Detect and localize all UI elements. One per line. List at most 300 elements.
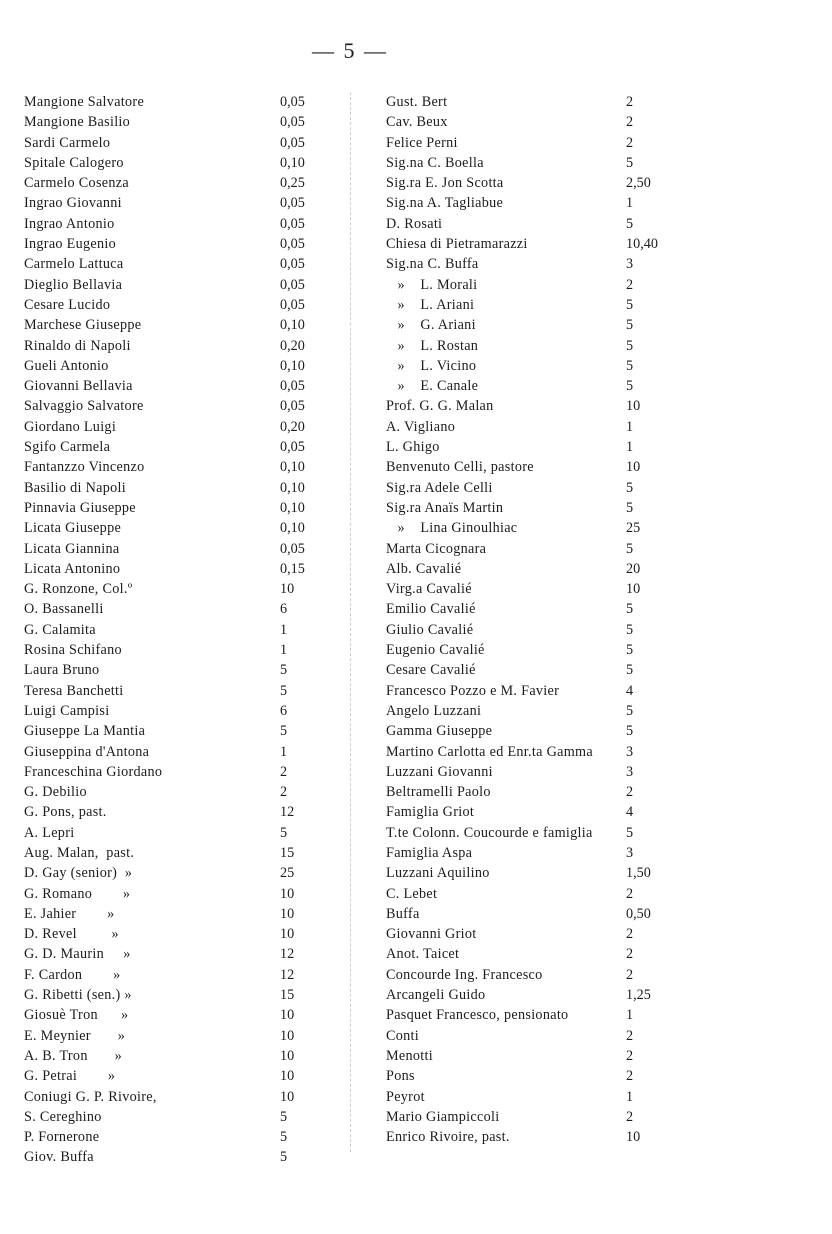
donor-name: Carmelo Lattuca — [24, 256, 124, 273]
donation-amount: 2,50 — [626, 175, 651, 192]
donation-amount: 5 — [626, 357, 634, 374]
donation-amount: 5 — [626, 702, 634, 719]
donor-name: Luzzani Aquilino — [386, 865, 490, 882]
donation-amount: 5 — [626, 723, 634, 740]
donation-amount: 1,25 — [626, 987, 651, 1004]
donor-row — [24, 1026, 324, 1046]
donor-row — [386, 599, 696, 619]
donor-row — [24, 782, 324, 802]
donor-name: Rinaldo di Napoli — [24, 337, 131, 354]
donor-row — [24, 965, 324, 985]
donation-amount: 0,05 — [280, 236, 305, 253]
donor-row — [24, 193, 324, 213]
donor-name: Marchese Giuseppe — [24, 317, 142, 334]
donation-amount: 2 — [626, 966, 634, 983]
donor-row — [24, 904, 324, 924]
donor-name: Teresa Banchetti — [24, 682, 124, 699]
donor-row — [386, 823, 696, 843]
donation-amount: 5 — [626, 601, 634, 618]
donor-name: Laura Bruno — [24, 662, 100, 679]
donor-name: T.te Colonn. Coucourde e famiglia — [386, 824, 593, 841]
donor-name: E. Meynier » — [24, 1027, 126, 1044]
donor-row — [386, 944, 696, 964]
donor-row — [386, 802, 696, 822]
donor-name: » G. Ariani — [386, 317, 476, 334]
donor-name: Giosuè Tron » — [24, 1007, 129, 1024]
donor-row — [386, 234, 696, 254]
donor-row — [386, 336, 696, 356]
donor-name: D. Gay (senior) » — [24, 865, 133, 882]
donor-name: Sig.ra E. Jon Scotta — [386, 175, 504, 192]
donor-row — [24, 701, 324, 721]
donor-row — [24, 173, 324, 193]
donation-amount: 0,10 — [280, 317, 305, 334]
donor-name: Famiglia Griot — [386, 804, 475, 821]
donor-row — [24, 944, 324, 964]
donor-row — [386, 193, 696, 213]
donation-amount: 10 — [280, 1007, 295, 1024]
donor-row — [386, 1087, 696, 1107]
donor-row — [24, 214, 324, 234]
donor-row — [386, 884, 696, 904]
donor-row — [386, 579, 696, 599]
donation-amount: 5 — [280, 1108, 288, 1125]
donation-amount: 5 — [626, 317, 634, 334]
donor-name: Pasquet Francesco, pensionato — [386, 1007, 569, 1024]
donor-name: Peyrot — [386, 1088, 425, 1105]
donor-name: Famiglia Aspa — [386, 844, 473, 861]
donor-row — [24, 1107, 324, 1127]
donor-name: Giov. Buffa — [24, 1149, 94, 1166]
donor-name: Arcangeli Guido — [386, 987, 486, 1004]
donation-amount: 5 — [626, 662, 634, 679]
donor-name: Salvaggio Salvatore — [24, 398, 144, 415]
donor-name: O. Bassanelli — [24, 601, 104, 618]
donor-name: » L. Rostan — [386, 337, 479, 354]
donor-row — [386, 721, 696, 741]
donation-amount: 1 — [280, 621, 288, 638]
donation-amount: 0,05 — [280, 540, 305, 557]
donor-name: Felice Perni — [386, 134, 458, 151]
donation-amount: 0,10 — [280, 459, 305, 476]
donation-amount: 0,20 — [280, 337, 305, 354]
donor-row — [24, 1147, 324, 1167]
donor-row — [24, 1127, 324, 1147]
donation-amount: 10 — [280, 905, 295, 922]
donor-row — [386, 924, 696, 944]
donor-name: Enrico Rivoire, past. — [386, 1129, 510, 1146]
donor-row — [386, 437, 696, 457]
donor-row — [24, 92, 324, 112]
donor-row — [24, 681, 324, 701]
donor-row — [24, 884, 324, 904]
donation-amount: 0,50 — [626, 905, 651, 922]
donor-row — [24, 863, 324, 883]
donor-name: Sig.na C. Buffa — [386, 256, 479, 273]
donor-name: » L. Ariani — [386, 296, 475, 313]
donor-name: » Lina Ginoulhiac — [386, 520, 518, 537]
donor-row — [386, 112, 696, 132]
donor-name: Basilio di Napoli — [24, 479, 127, 496]
donor-name: Francesco Pozzo e M. Favier — [386, 682, 560, 699]
donation-amount: 15 — [280, 987, 295, 1004]
donation-amount: 6 — [280, 702, 288, 719]
donor-name: Ingrao Eugenio — [24, 236, 117, 253]
donor-name: Giordano Luigi — [24, 418, 117, 435]
donor-row — [24, 843, 324, 863]
donor-list-right — [386, 92, 696, 1147]
donation-amount: 25 — [280, 865, 295, 882]
donation-amount: 5 — [626, 215, 634, 232]
donation-amount: 0,10 — [280, 154, 305, 171]
donation-amount: 2 — [280, 784, 288, 801]
donation-amount: 5 — [626, 378, 634, 395]
donor-name: Beltramelli Paolo — [386, 784, 491, 801]
donor-name: Sardi Carmelo — [24, 134, 111, 151]
donation-amount: 2 — [626, 1027, 634, 1044]
donation-amount: 5 — [280, 682, 288, 699]
donor-row — [386, 153, 696, 173]
donor-row — [24, 457, 324, 477]
donor-name: Coniugi G. P. Rivoire, — [24, 1088, 157, 1105]
donor-name: Spitale Calogero — [24, 154, 124, 171]
donor-name: Mario Giampiccoli — [386, 1108, 500, 1125]
donor-name: Martino Carlotta ed Enr.ta Gamma — [386, 743, 593, 760]
donor-name: Menotti — [386, 1047, 434, 1064]
donation-amount: 10 — [626, 459, 641, 476]
donor-name: Concourde Ing. Francesco — [386, 966, 543, 983]
donor-name: Giuseppe La Mantia — [24, 723, 146, 740]
donation-amount: 0,05 — [280, 398, 305, 415]
donor-name: A. B. Tron » — [24, 1047, 123, 1064]
donor-name: Giulio Cavalié — [386, 621, 474, 638]
donation-amount: 1 — [626, 418, 634, 435]
donor-name: Luigi Campisi — [24, 702, 110, 719]
donor-row — [24, 1066, 324, 1086]
donor-name: A. Vigliano — [386, 418, 456, 435]
donation-amount: 4 — [626, 682, 634, 699]
donation-amount: 12 — [280, 946, 295, 963]
donor-row — [386, 660, 696, 680]
donation-amount: 1 — [280, 743, 288, 760]
donor-name: Carmelo Cosenza — [24, 175, 129, 192]
donor-name: Angelo Luzzani — [386, 702, 482, 719]
donation-amount: 10 — [280, 926, 295, 943]
donation-amount: 5 — [626, 479, 634, 496]
donor-name: G. Ronzone, Col.º — [24, 581, 133, 598]
donation-amount: 1 — [626, 439, 634, 456]
donor-row — [24, 112, 324, 132]
donation-amount: 2 — [626, 885, 634, 902]
donor-name: Giovanni Bellavia — [24, 378, 133, 395]
donor-row — [24, 1005, 324, 1025]
donor-row — [24, 315, 324, 335]
donor-name: Sig.na A. Tagliabue — [386, 195, 504, 212]
donation-amount: 0,05 — [280, 134, 305, 151]
donor-name: Prof. G. G. Malan — [386, 398, 494, 415]
donor-row — [24, 498, 324, 518]
donor-name: Gamma Giuseppe — [386, 723, 493, 740]
donor-name: C. Lebet — [386, 885, 438, 902]
donation-amount: 12 — [280, 966, 295, 983]
donation-amount: 3 — [626, 844, 634, 861]
donor-row — [24, 417, 324, 437]
donor-name: A. Lepri — [24, 824, 75, 841]
donor-name: G. D. Maurin » — [24, 946, 131, 963]
donation-amount: 0,05 — [280, 114, 305, 131]
donor-row — [386, 681, 696, 701]
donation-amount: 5 — [626, 337, 634, 354]
donor-row — [386, 275, 696, 295]
donor-row — [386, 1026, 696, 1046]
donor-name: G. Ribetti (sen.) » — [24, 987, 132, 1004]
donor-row — [386, 762, 696, 782]
donation-amount: 0,05 — [280, 296, 305, 313]
donation-amount: 10 — [280, 1068, 295, 1085]
donor-name: G. Petrai » — [24, 1068, 116, 1085]
donor-row — [386, 701, 696, 721]
donor-row — [386, 904, 696, 924]
donor-row — [386, 1005, 696, 1025]
donation-amount: 0,05 — [280, 195, 305, 212]
donor-name: » L. Vicino — [386, 357, 477, 374]
donation-amount: 0,05 — [280, 215, 305, 232]
donation-amount: 0,05 — [280, 439, 305, 456]
donation-amount: 10 — [280, 1027, 295, 1044]
donor-row — [386, 295, 696, 315]
donor-row — [386, 965, 696, 985]
donor-name: Gueli Antonio — [24, 357, 109, 374]
donor-list-left — [24, 92, 324, 1168]
donation-amount: 0,15 — [280, 560, 305, 577]
donation-amount: 5 — [626, 824, 634, 841]
donor-name: Virg.a Cavalié — [386, 581, 472, 598]
donation-amount: 2 — [626, 926, 634, 943]
donation-amount: 1,50 — [626, 865, 651, 882]
donation-amount: 5 — [626, 499, 634, 516]
donor-row — [24, 579, 324, 599]
donor-name: D. Revel » — [24, 926, 119, 943]
donor-name: Ingrao Giovanni — [24, 195, 122, 212]
donor-name: Buffa — [386, 905, 420, 922]
donor-row — [386, 985, 696, 1005]
donor-name: G. Romano » — [24, 885, 131, 902]
donor-name: » L. Morali — [386, 276, 478, 293]
donation-amount: 5 — [626, 296, 634, 313]
donation-amount: 5 — [280, 723, 288, 740]
donation-amount: 2 — [626, 946, 634, 963]
donor-name: Sig.ra Anaïs Martin — [386, 499, 504, 516]
donor-name: Conti — [386, 1027, 420, 1044]
donor-name: G. Debilio — [24, 784, 87, 801]
donation-amount: 10 — [626, 581, 641, 598]
donation-amount: 10 — [280, 581, 295, 598]
donor-name: L. Ghigo — [386, 439, 440, 456]
donor-row — [386, 92, 696, 112]
donor-name: Eugenio Cavalié — [386, 642, 485, 659]
donation-amount: 5 — [280, 1129, 288, 1146]
donor-name: Chiesa di Pietramarazzi — [386, 236, 528, 253]
donor-row — [24, 254, 324, 274]
donor-name: F. Cardon » — [24, 966, 121, 983]
donor-row — [24, 295, 324, 315]
donor-row — [386, 1127, 696, 1147]
donation-amount: 5 — [280, 662, 288, 679]
donor-name: P. Fornerone — [24, 1129, 100, 1146]
donor-name: Fantanzzo Vincenzo — [24, 459, 145, 476]
donor-row — [386, 1046, 696, 1066]
donor-row — [386, 640, 696, 660]
donation-amount: 12 — [280, 804, 295, 821]
donor-row — [24, 376, 324, 396]
donation-amount: 0,25 — [280, 175, 305, 192]
donor-name: Licata Antonino — [24, 560, 121, 577]
donation-amount: 2 — [626, 276, 634, 293]
donor-name: » E. Canale — [386, 378, 479, 395]
donor-row — [386, 518, 696, 538]
donor-name: Pons — [386, 1068, 415, 1085]
donor-row — [24, 437, 324, 457]
donor-name: Emilio Cavalié — [386, 601, 476, 618]
donor-name: Cav. Beux — [386, 114, 448, 131]
donor-row — [386, 843, 696, 863]
donor-row — [24, 356, 324, 376]
donation-amount: 0,10 — [280, 357, 305, 374]
donation-amount: 15 — [280, 844, 295, 861]
donor-row — [24, 153, 324, 173]
donor-row — [386, 478, 696, 498]
donor-row — [24, 823, 324, 843]
donor-name: Cesare Lucido — [24, 296, 111, 313]
donation-amount: 5 — [626, 154, 634, 171]
donor-row — [24, 518, 324, 538]
donation-amount: 1 — [626, 1007, 634, 1024]
donation-amount: 0,20 — [280, 418, 305, 435]
donor-row — [24, 721, 324, 741]
donation-amount: 10 — [626, 1129, 641, 1146]
donation-amount: 2 — [626, 94, 634, 110]
donor-name: Anot. Taicet — [386, 946, 460, 963]
donor-row — [24, 275, 324, 295]
donor-row — [24, 985, 324, 1005]
donor-name: Rosina Schifano — [24, 642, 122, 659]
donation-amount: 2 — [626, 784, 634, 801]
donation-amount: 3 — [626, 256, 634, 273]
donor-name: Sig.ra Adele Celli — [386, 479, 493, 496]
donor-row — [386, 539, 696, 559]
donor-row — [386, 457, 696, 477]
donation-amount: 1 — [626, 195, 634, 212]
donor-name: Marta Cicognara — [386, 540, 487, 557]
donation-amount: 6 — [280, 601, 288, 618]
donor-name: Licata Giuseppe — [24, 520, 122, 537]
donor-row — [386, 620, 696, 640]
donation-amount: 0,10 — [280, 479, 305, 496]
donor-row — [24, 620, 324, 640]
donation-amount: 0,05 — [280, 378, 305, 395]
donation-amount: 0,05 — [280, 276, 305, 293]
donor-name: Giuseppina d'Antona — [24, 743, 150, 760]
donor-name: Dieglio Bellavia — [24, 276, 123, 293]
donor-row — [24, 396, 324, 416]
donation-amount: 3 — [626, 743, 634, 760]
page-number: — 5 — — [312, 38, 388, 63]
donor-name: Gust. Bert — [386, 94, 448, 110]
donor-row — [24, 640, 324, 660]
donation-amount: 1 — [626, 1088, 634, 1105]
donor-name: Mangione Basilio — [24, 114, 131, 131]
donor-row — [24, 742, 324, 762]
donor-name: G. Calamita — [24, 621, 96, 638]
donation-amount: 10 — [626, 398, 641, 415]
donation-amount: 2 — [280, 763, 288, 780]
donor-row — [24, 478, 324, 498]
donor-row — [386, 356, 696, 376]
donor-row — [386, 863, 696, 883]
column-divider — [350, 92, 351, 1152]
donor-name: S. Cereghino — [24, 1108, 102, 1125]
donor-row — [386, 254, 696, 274]
donor-name: Pinnavia Giuseppe — [24, 499, 136, 516]
donation-amount: 0,10 — [280, 520, 305, 537]
donation-amount: 0,10 — [280, 499, 305, 516]
donor-name: Mangione Salvatore — [24, 94, 145, 110]
donation-amount: 5 — [280, 1149, 288, 1166]
donation-amount: 2 — [626, 1068, 634, 1085]
donor-row — [386, 498, 696, 518]
donation-amount: 2 — [626, 134, 634, 151]
donation-amount: 3 — [626, 763, 634, 780]
donor-name: Ingrao Antonio — [24, 215, 115, 232]
donor-row — [24, 762, 324, 782]
donor-name: Sgifo Carmela — [24, 439, 111, 456]
donation-amount: 10,40 — [626, 236, 658, 253]
donor-row — [386, 417, 696, 437]
donor-name: Benvenuto Celli, pastore — [386, 459, 534, 476]
donor-name: Sig.na C. Boella — [386, 154, 484, 171]
donor-name: D. Rosati — [386, 215, 443, 232]
donation-amount: 25 — [626, 520, 641, 537]
donor-name: Alb. Cavalié — [386, 560, 462, 577]
donor-row — [386, 742, 696, 762]
donor-row — [386, 315, 696, 335]
donation-amount: 5 — [280, 824, 288, 841]
donor-row — [24, 924, 324, 944]
donation-amount: 5 — [626, 642, 634, 659]
donor-row — [386, 173, 696, 193]
donation-amount: 10 — [280, 1088, 295, 1105]
donor-row — [386, 396, 696, 416]
donor-row — [24, 802, 324, 822]
donor-row — [386, 1107, 696, 1127]
donor-row — [386, 376, 696, 396]
donor-row — [386, 214, 696, 234]
donation-amount: 2 — [626, 1047, 634, 1064]
donor-name: Cesare Cavalié — [386, 662, 476, 679]
donor-name: Licata Giannina — [24, 540, 120, 557]
donor-row — [24, 660, 324, 680]
donor-row — [386, 133, 696, 153]
donation-amount: 4 — [626, 804, 634, 821]
donor-row — [24, 599, 324, 619]
donation-amount: 2 — [626, 114, 634, 131]
donor-row — [24, 559, 324, 579]
donor-name: Franceschina Giordano — [24, 763, 163, 780]
donation-amount: 2 — [626, 1108, 634, 1125]
donor-row — [386, 782, 696, 802]
donor-name: E. Jahier » — [24, 905, 115, 922]
donor-row — [24, 336, 324, 356]
